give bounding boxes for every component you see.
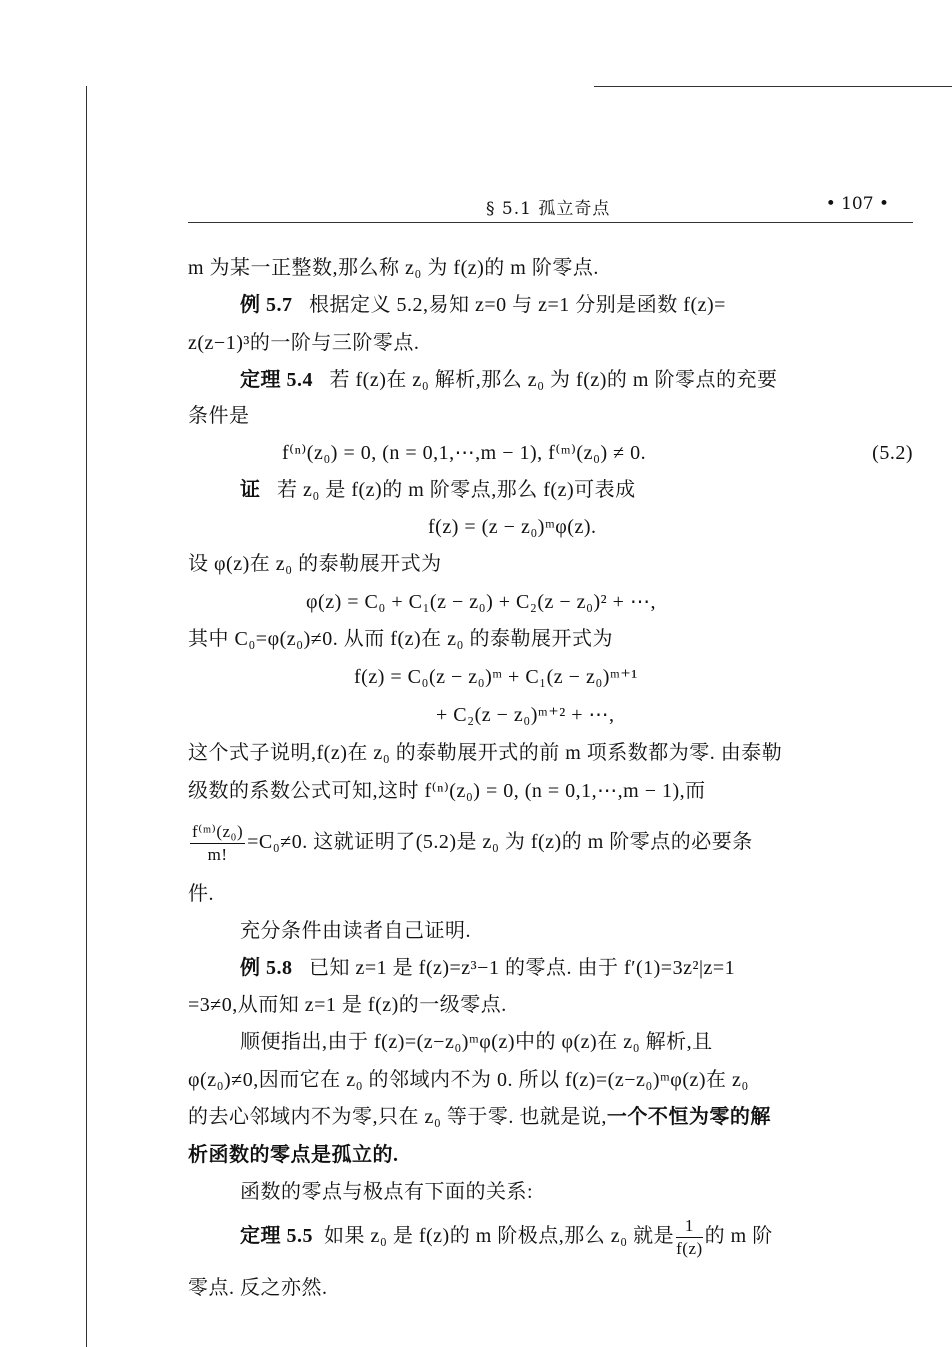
theorem-text-a: 如果 z₀ 是 f(z)的 m 阶极点,那么 z₀ 就是 [324, 1225, 675, 1247]
text-line-19: 析函数的零点是孤立的. [188, 1144, 399, 1166]
equation-body: f⁽ⁿ⁾(z₀) = 0, (n = 0,1,⋯,m − 1), f⁽ᵐ⁾(z₀) ≠ 0. [282, 442, 647, 464]
theorem-text: 若 f(z)在 z₀ 解析,那么 z₀ 为 f(z)的 m 阶零点的充要 [329, 369, 778, 391]
top-scan-rule [594, 86, 952, 87]
equation-b-body: φ(z) = C₀ + C₁(z − z₀) + C₂(z − z₀)² + ⋯, [306, 591, 656, 613]
running-header [188, 194, 913, 219]
text-line-5: 条件是 [188, 405, 250, 427]
fraction [190, 821, 245, 866]
text-line-1: m 为某一正整数,那么称 z₀ 为 f(z)的 m 阶零点. [188, 257, 599, 279]
equation-a-body: f(z) = (z − z₀)ᵐφ(z). [428, 516, 597, 538]
example-5-7 [188, 291, 952, 319]
text-line-18 [188, 1103, 913, 1131]
emphasis-text: 一个不恒为零的解 [606, 1106, 771, 1128]
example-text: 已知 z=1 是 f(z)=z³−1 的零点. 由于 f′(1)=3z²|z=1 [309, 957, 736, 979]
page-binding-edge [86, 86, 87, 1347]
text-line-9: 这个式子说明,f(z)在 z₀ 的泰勒展开式的前 m 项系数都为零. 由泰勒 [188, 742, 783, 764]
header-rule [188, 222, 913, 223]
theorem-text-b: 的 m 阶 [704, 1225, 773, 1247]
text-line-22: 零点. 反之亦然. [188, 1277, 328, 1299]
page-number: • 107 • [825, 194, 889, 214]
section-title: § 5.1 孤立奇点 [486, 199, 611, 219]
equation-c1-body: f(z) = C₀(z − z₀)ᵐ + C₁(z − z₀)ᵐ⁺¹ [354, 666, 638, 688]
equation-number: (5.2) [872, 442, 913, 464]
theorem-5-4 [188, 366, 952, 394]
theorem-label: 定理 5.4 [240, 369, 313, 391]
text-line-20: 函数的零点与极点有下面的关系: [240, 1181, 534, 1203]
proof-label: 证 [240, 479, 261, 501]
example-label: 例 5.7 [240, 294, 293, 316]
fraction-denominator: m! [207, 844, 228, 864]
text-line-18-a: 的去心邻域内不为零,只在 z₀ 等于零. 也就是说, [188, 1106, 607, 1128]
proof-text: 若 z₀ 是 f(z)的 m 阶零点,那么 f(z)可表成 [277, 479, 636, 501]
theorem-label: 定理 5.5 [240, 1225, 313, 1247]
text-line-12: 件. [188, 883, 214, 905]
reciprocal-denominator: f(z) [676, 1238, 703, 1258]
text-line-15: =3≠0,从而知 z=1 是 f(z)的一级零点. [188, 994, 507, 1016]
text-line-16: 顺便指出,由于 f(z)=(z−z₀)ᵐφ(z)中的 φ(z)在 z₀ 解析,且 [240, 1031, 713, 1053]
reciprocal-fraction [676, 1215, 703, 1260]
fraction-line-text: =C₀≠0. 这就证明了(5.2)是 z₀ 为 f(z)的 m 阶零点的必要条 [247, 831, 753, 853]
text-line-3: z(z−1)³的一阶与三阶零点. [188, 332, 420, 354]
fraction-line [188, 820, 913, 866]
text-line-13: 充分条件由读者自己证明. [240, 920, 471, 942]
fraction-numerator: f⁽ᵐ⁾(z₀) [190, 821, 245, 844]
text-line-7: 设 φ(z)在 z₀ 的泰勒展开式为 [188, 553, 442, 575]
example-label: 例 5.8 [240, 957, 293, 979]
theorem-5-5 [188, 1213, 952, 1260]
example-5-8 [188, 954, 952, 982]
example-text: 根据定义 5.2,易知 z=0 与 z=1 分别是函数 f(z)= [309, 294, 726, 316]
text-line-10: 级数的系数公式可知,这时 f⁽ⁿ⁾(z₀) = 0, (n = 0,1,⋯,m − 1),而 [188, 780, 706, 802]
proof-start [188, 476, 952, 504]
reciprocal-numerator: 1 [676, 1215, 703, 1238]
equation-c2-body: + C₂(z − z₀)ᵐ⁺² + ⋯, [436, 704, 615, 726]
text-line-8: 其中 C₀=φ(z₀)≠0. 从而 f(z)在 z₀ 的泰勒展开式为 [188, 628, 613, 650]
text-line-17: φ(z₀)≠0,因而它在 z₀ 的邻域内不为 0. 所以 f(z)=(z−z₀)ᵐφ(z)在 z₀ [188, 1069, 749, 1091]
